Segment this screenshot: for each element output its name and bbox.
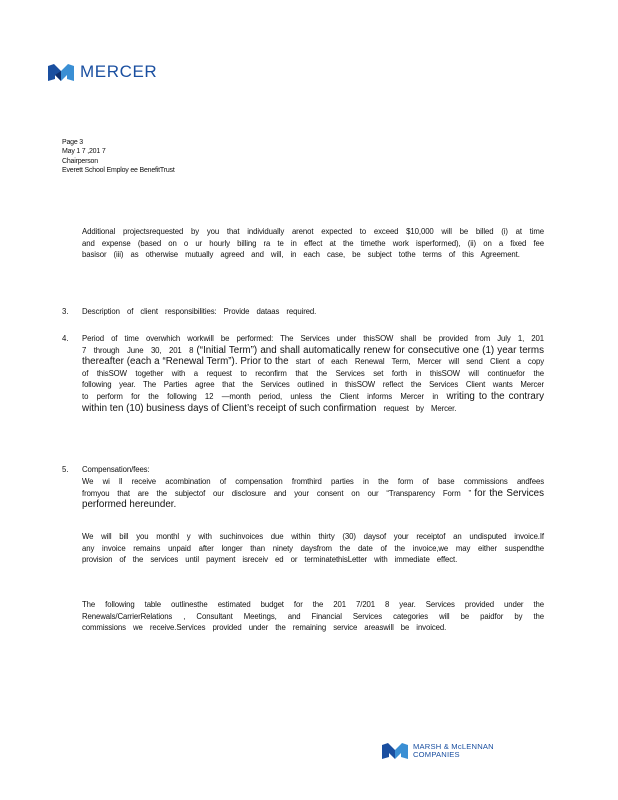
marsh-mclennan-logo xyxy=(382,743,494,759)
mercer-logo xyxy=(48,62,157,82)
footer-line-2: COMPANIES xyxy=(413,750,460,759)
section-5-text xyxy=(82,476,544,511)
section-5-heading: Compensation/fees: xyxy=(82,465,150,474)
section-4-number: 4. xyxy=(62,334,69,343)
section-4-text-d: writing to the contrary within ten (10) business days of Client’s receipt of such confirmation xyxy=(82,390,544,414)
mercer-logo-icon xyxy=(48,64,74,81)
billing-paragraph: We will bill you monthl y with suchinvoices due within thirty (30) daysof your receiptof an undisputed invoice.If any invoice remains unpaid after longer than ninety daysfrom the date of the invoice,we may either suspendthe provision of the services until payment isreceiv ed or terminatethisLetter with immediate effect. xyxy=(82,532,544,565)
section-4-text-e: request by Mercer. xyxy=(376,403,457,413)
section-4-text xyxy=(82,333,544,414)
section-3-number: 3. xyxy=(62,307,69,316)
intro-paragraph: Additional projectsrequested by you that individually arenot expected to exceed $10,000 will be billed (i) at time and expense (based on o ur hourly billing ra te in effect at the timethe work isperformed), (ii) on a fixed fee basisor (iii) as otherwise mutually agreed and will, in each case, be subject tothe terms of this Agreement. xyxy=(82,227,544,260)
budget-paragraph: The following table outlinesthe estimated budget for the 201 7/201 8 year. Services provided under the Renewals/CarrierRelations , Consultant Meetings, and Financial Services categories will be paidfor by the commissions we receive.Services provided under the remaining service areaswill be invoiced. xyxy=(82,600,544,633)
section-5-text-a: We wi ll receive acombination of compensation fromthird parties in the form of base commissions andfees fromyou that are the subjectof our disclosure and your consent on our “Transparency Form ” xyxy=(82,477,544,498)
section-5-number: 5. xyxy=(62,465,69,474)
section-3-text: Description of client responsibilities: Provide dataas required. xyxy=(82,307,317,316)
recipient-organization: Everett School Employ ee BenefitTrust xyxy=(62,167,175,175)
page-number: Page 3 xyxy=(62,139,83,146)
section-5-text-b: for the Services performed hereunder. xyxy=(82,487,544,511)
recipient-title: Chairperson xyxy=(62,157,98,165)
footer-line-1: MARSH & McLENNAN xyxy=(413,742,494,751)
brand-name: MERCER xyxy=(80,62,158,81)
section-4-text-b: (“Initial Term”) and shall automatically renew for consecutive one (1) year terms thereafter (each a “Renewal Term”). Prior to the xyxy=(82,344,544,368)
marsh-mclennan-logo-icon xyxy=(382,743,408,759)
section-4-text-a: Period of time overwhich workwill be performed: The Services under thisSOW shall be provided from July 1, 201 7 through June 30, 201 8 xyxy=(82,334,544,355)
section-4-text-c: start of each Renewal Term, Mercer will send Client a copy of thisSOW together with a request to reconfirm that the Services set forth in thisSOW will continuefor the following year. The Parties agree that the Services outlined in thisSOW reflect the Services Client wants Mercer to perform for the following 12 —month period, unless the Client informs Mercer in xyxy=(82,357,544,401)
footer-company-name xyxy=(413,743,494,759)
letter-header xyxy=(62,138,175,176)
letter-date: May 1 7 ,201 7 xyxy=(62,148,106,156)
